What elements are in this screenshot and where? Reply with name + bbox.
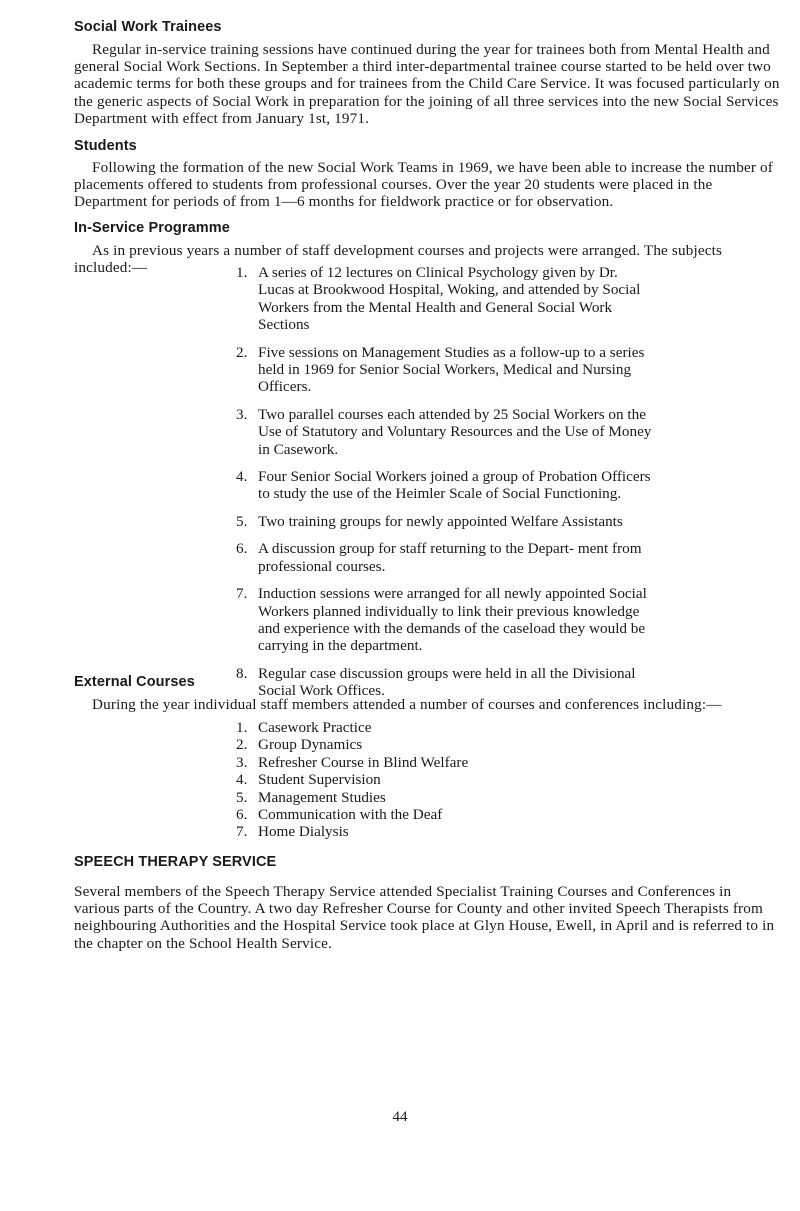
list-item: 7. Home Dialysis <box>236 823 349 841</box>
page-number: 44 <box>392 1109 408 1125</box>
list-item: 1. A series of 12 lectures on Clinical Psychology given by Dr. Lucas at Brookwood Hospital, Woking, and attended by Social Workers from the Mental Health and General Social Work Sections <box>236 264 641 334</box>
list-item: 3. Refresher Course in Blind Welfare <box>236 753 469 771</box>
list-item: 8. Regular case discussion groups were held in all the Divisional Social Work Offices. <box>236 664 636 700</box>
list-item: 5. Management Studies <box>236 788 386 806</box>
list-item: 2. Group Dynamics <box>236 736 363 754</box>
inservice-list <box>236 264 656 710</box>
external-heading: External Courses <box>74 674 195 690</box>
list-item: 3. Two parallel courses each attended by 25 Social Workers on the Use of Statutory and Voluntary Resources and the Use of Money in Casework. <box>236 405 652 458</box>
list-item: 5. Two training groups for newly appointed Welfare Assistants <box>236 512 623 530</box>
inservice-intro: As in previous years a number of staff development courses and projects were arranged. The subjects included:— <box>74 242 723 277</box>
list-item: 4. Student Supervision <box>236 771 381 789</box>
external-list <box>236 719 656 841</box>
students-paragraph: Following the formation of the new Social Work Teams in 1969, we have been able to increase the number of placements offered to students from professional courses. Over the year 20 students were placed in the Department for periods of from 1—6 months for fieldwork practice or for observation. <box>74 159 773 211</box>
list-item: 6. A discussion group for staff returning to the Depart- ment from professional courses. <box>236 540 642 575</box>
speech-therapy-heading: SPEECH THERAPY SERVICE <box>74 854 277 870</box>
list-item: 6. Communication with the Deaf <box>236 806 443 824</box>
list-item: 4. Four Senior Social Workers joined a group of Probation Officers to study the use of the Heimler Scale of Social Functioning. <box>236 468 651 503</box>
trainees-paragraph: Regular in-service training sessions have continued during the year for trainees both from Mental Health and general Social Work Sections. In September a third inter-departmental trainee course started to be held over two academic terms for both these groups and for trainees from the Child Care Service. It was focused particularly on the generic aspects of Social Work in preparation for the joining of all three services into the new Social Services Department with effect from January 1st, 1971. <box>74 41 780 127</box>
list-item: 7. Induction sessions were arranged for all newly appointed Social Workers planned individually to link their previous knowledge and experience with the demands of the caseload they would be carrying in the department. <box>236 585 647 655</box>
trainees-heading: Social Work Trainees <box>74 19 222 35</box>
external-intro: During the year individual staff members attended a number of courses and conferences including:— <box>92 696 722 713</box>
inservice-heading: In-Service Programme <box>74 220 230 236</box>
speech-therapy-paragraph: Several members of the Speech Therapy Service attended Specialist Training Courses and Conferences in various parts of the Country. A two day Refresher Course for County and other invited Speech Therapists from neighbouring Authorities and the Hospital Service took place at Glyn House, Ewell, in April and is referred to in the chapter on the School Health Service. <box>74 883 775 952</box>
list-item: 1. Casework Practice <box>236 719 372 736</box>
students-heading: Students <box>74 138 137 154</box>
list-item: 2. Five sessions on Management Studies as a follow-up to a series held in 1969 for Senior Social Workers, Medical and Nursing Officers. <box>236 343 645 396</box>
